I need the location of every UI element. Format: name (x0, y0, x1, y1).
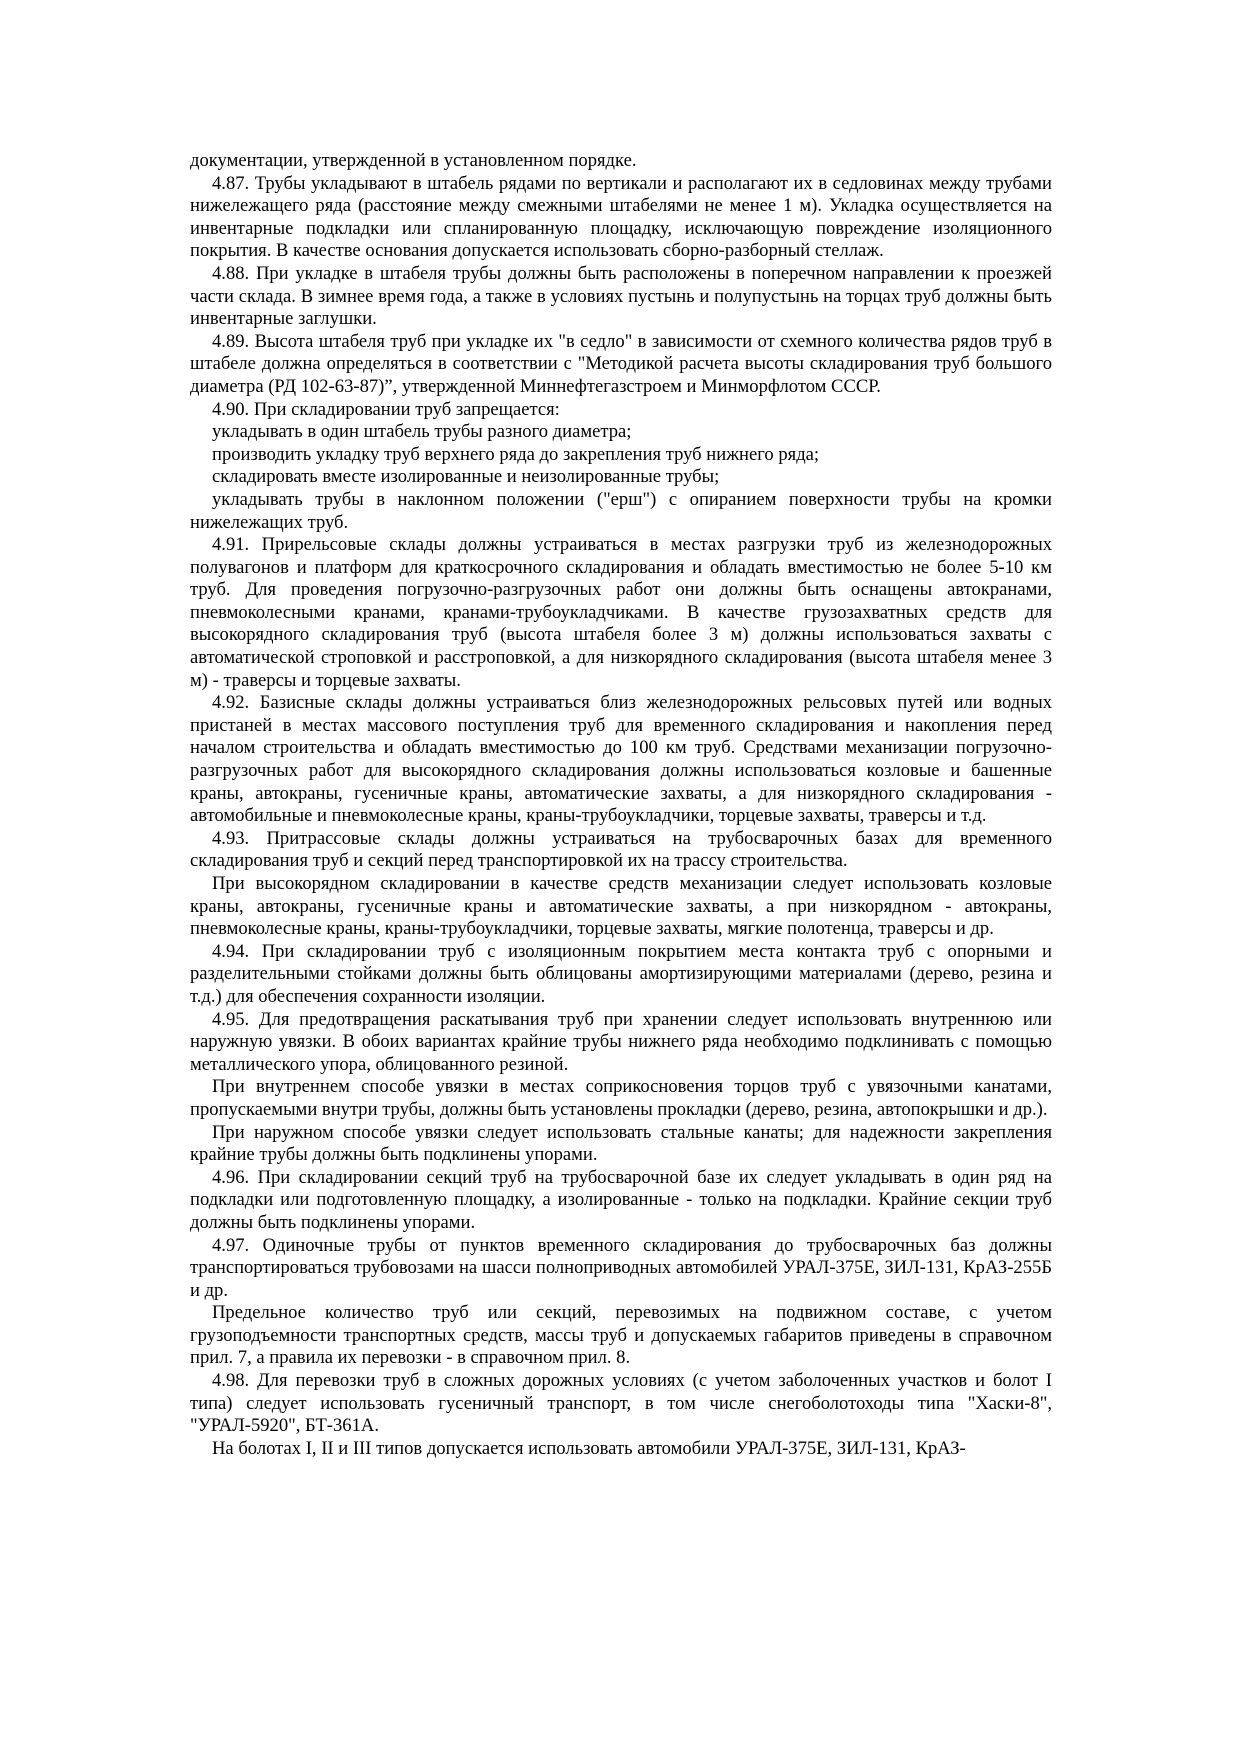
paragraph-4-91: 4.91. Прирельсовые склады должны устраиваться в местах разгрузки труб из железнодорожных полувагонов и платформ для краткосрочного складирования и обладать вместимостью не более 5-10 км труб. Для проведения погрузочно-разгрузочных работ они должны быть оснащены автокранами, пневмоколесными кранами, кранами-трубоукладчиками. В качестве грузозахватных средств для высокорядного складирования труб (высота штабеля более 3 м) должны использоваться захваты с автоматической строповкой и расстроповкой, а для низкорядного складирования (высота штабеля менее 3 м) - траверсы и торцевые захваты. (190, 534, 1052, 691)
paragraph-4-89: 4.89. Высота штабеля труб при укладке их "в седло" в зависимости от схемного количества рядов труб в штабеле должна определяться в соответствии с "Методикой расчета высоты складирования труб большого диаметра (РД 102-63-87)”, утвержденной Миннефтегазстроем и Минморфлотом СССР. (190, 330, 1052, 397)
list-item: производить укладку труб верхнего ряда до закрепления труб нижнего ряда; (212, 443, 820, 465)
paragraph-4-87: 4.87. Трубы укладывают в штабель рядами по вертикали и располагают их в седловинах между трубами нижележащего ряда (расстояние между смежными штабелями не менее 1 м). Укладка осуществляется на инвентарные подкладки или спланированную площадку, исключающую повреждение изоляционного покрытия. В качестве основания допускается использовать сборно-разборный стеллаж. (190, 172, 1052, 262)
paragraph: При высокорядном складировании в качестве средств механизации следует использовать козловые краны, автокраны, гусеничные краны и автоматические захваты, а при низкорядном - автокраны, пневмоколесные краны, краны-трубоукладчики, торцевые захваты, мягкие полотенца, траверсы и др. (190, 873, 1052, 940)
list-item: укладывать в один штабель трубы разного диаметра; (212, 421, 632, 443)
paragraph: При наружном способе увязки следует использовать стальные канаты; для надежности закрепления крайние трубы должны быть подклинены упорами. (190, 1121, 1052, 1166)
paragraph-4-96: 4.96. При складировании секций труб на трубосварочной базе их следует укладывать в один ряд на подкладки или подготовленную площадку, а изолированные - только на подкладки. Крайние секции труб должны быть подклинены упорами. (190, 1166, 1052, 1233)
paragraph-continuation: документации, утвержденной в установленном порядке. (190, 150, 637, 171)
paragraph: На болотах I, II и III типов допускается использовать автомобили УРАЛ-375Е, ЗИЛ-131, КрАЗ- (212, 1437, 966, 1459)
list-item: укладывать трубы в наклонном положении ("ерш") с опиранием поверхности трубы на кромки нижележащих труб. (190, 488, 1052, 533)
paragraph-4-95: 4.95. Для предотвращения раскатывания труб при хранении следует использовать внутреннюю или наружную увязки. В обоих вариантах крайние трубы нижнего ряда необходимо подклинивать с помощью металлического упора, облицованного резиной. (190, 1008, 1052, 1075)
list-item: складировать вместе изолированные и неизолированные трубы; (212, 466, 720, 488)
paragraph: При внутреннем способе увязки в местах соприкосновения торцов труб с увязочными канатами, пропускаемыми внутри трубы, должны быть установлены прокладки (дерево, резина, автопокрышки и др.). (190, 1076, 1052, 1120)
paragraph-4-94: 4.94. При складировании труб с изоляционным покрытием места контакта труб с опорными и разделительными стойками должны быть облицованы амортизирующими материалами (дерево, резина и т.д.) для обеспечения сохранности изоляции. (190, 940, 1052, 1007)
paragraph-4-93: 4.93. Притрассовые склады должны устраиваться на трубосварочных базах для временного складирования труб и секций перед транспортировкой их на трассу строительства. (190, 827, 1052, 872)
paragraph-4-97: 4.97. Одиночные трубы от пунктов временного складирования до трубосварочных баз должны транспортироваться трубовозами на шасси полноприводных автомобилей УРАЛ-375Е, ЗИЛ-131, КрАЗ-255Б и др. (190, 1234, 1052, 1301)
paragraph-4-92: 4.92. Базисные склады должны устраиваться близ железнодорожных рельсовых путей или водных пристаней в местах массового поступления труб для временного складирования и накопления перед началом строительства и обладать вместимостью до 100 км труб. Средствами механизации погрузочно-разгрузочных работ для высокорядного складирования должны использоваться козловые и башенные краны, автокраны, гусеничные краны, автоматические захваты, а для низкорядного складирования - автомобильные и пневмоколесные краны, краны-трубоукладчики, торцевые захваты, траверсы и т.д. (190, 692, 1052, 827)
paragraph-4-98: 4.98. Для перевозки труб в сложных дорожных условиях (с учетом заболоченных участков и болот I типа) следует использовать гусеничный транспорт, в том числе снегоболотоходы типа "Хаски-8", "УРАЛ-5920", БТ-361А. (190, 1370, 1052, 1437)
paragraph: Предельное количество труб или секций, перевозимых на подвижном составе, с учетом грузоподъемности транспортных средств, массы труб и допускаемых габаритов приведены в справочном прил. 7, а правила их перевозки - в справочном прил. 8. (190, 1302, 1052, 1369)
paragraph-4-90: 4.90. При складировании труб запрещается: (212, 398, 560, 420)
document-page (190, 150, 1052, 1460)
paragraph-4-88: 4.88. При укладке в штабеля трубы должны быть расположены в поперечном направлении к проезжей части склада. В зимнее время года, а также в условиях пустынь и полупустынь на торцах труб должны быть инвентарные заглушки. (190, 262, 1052, 330)
